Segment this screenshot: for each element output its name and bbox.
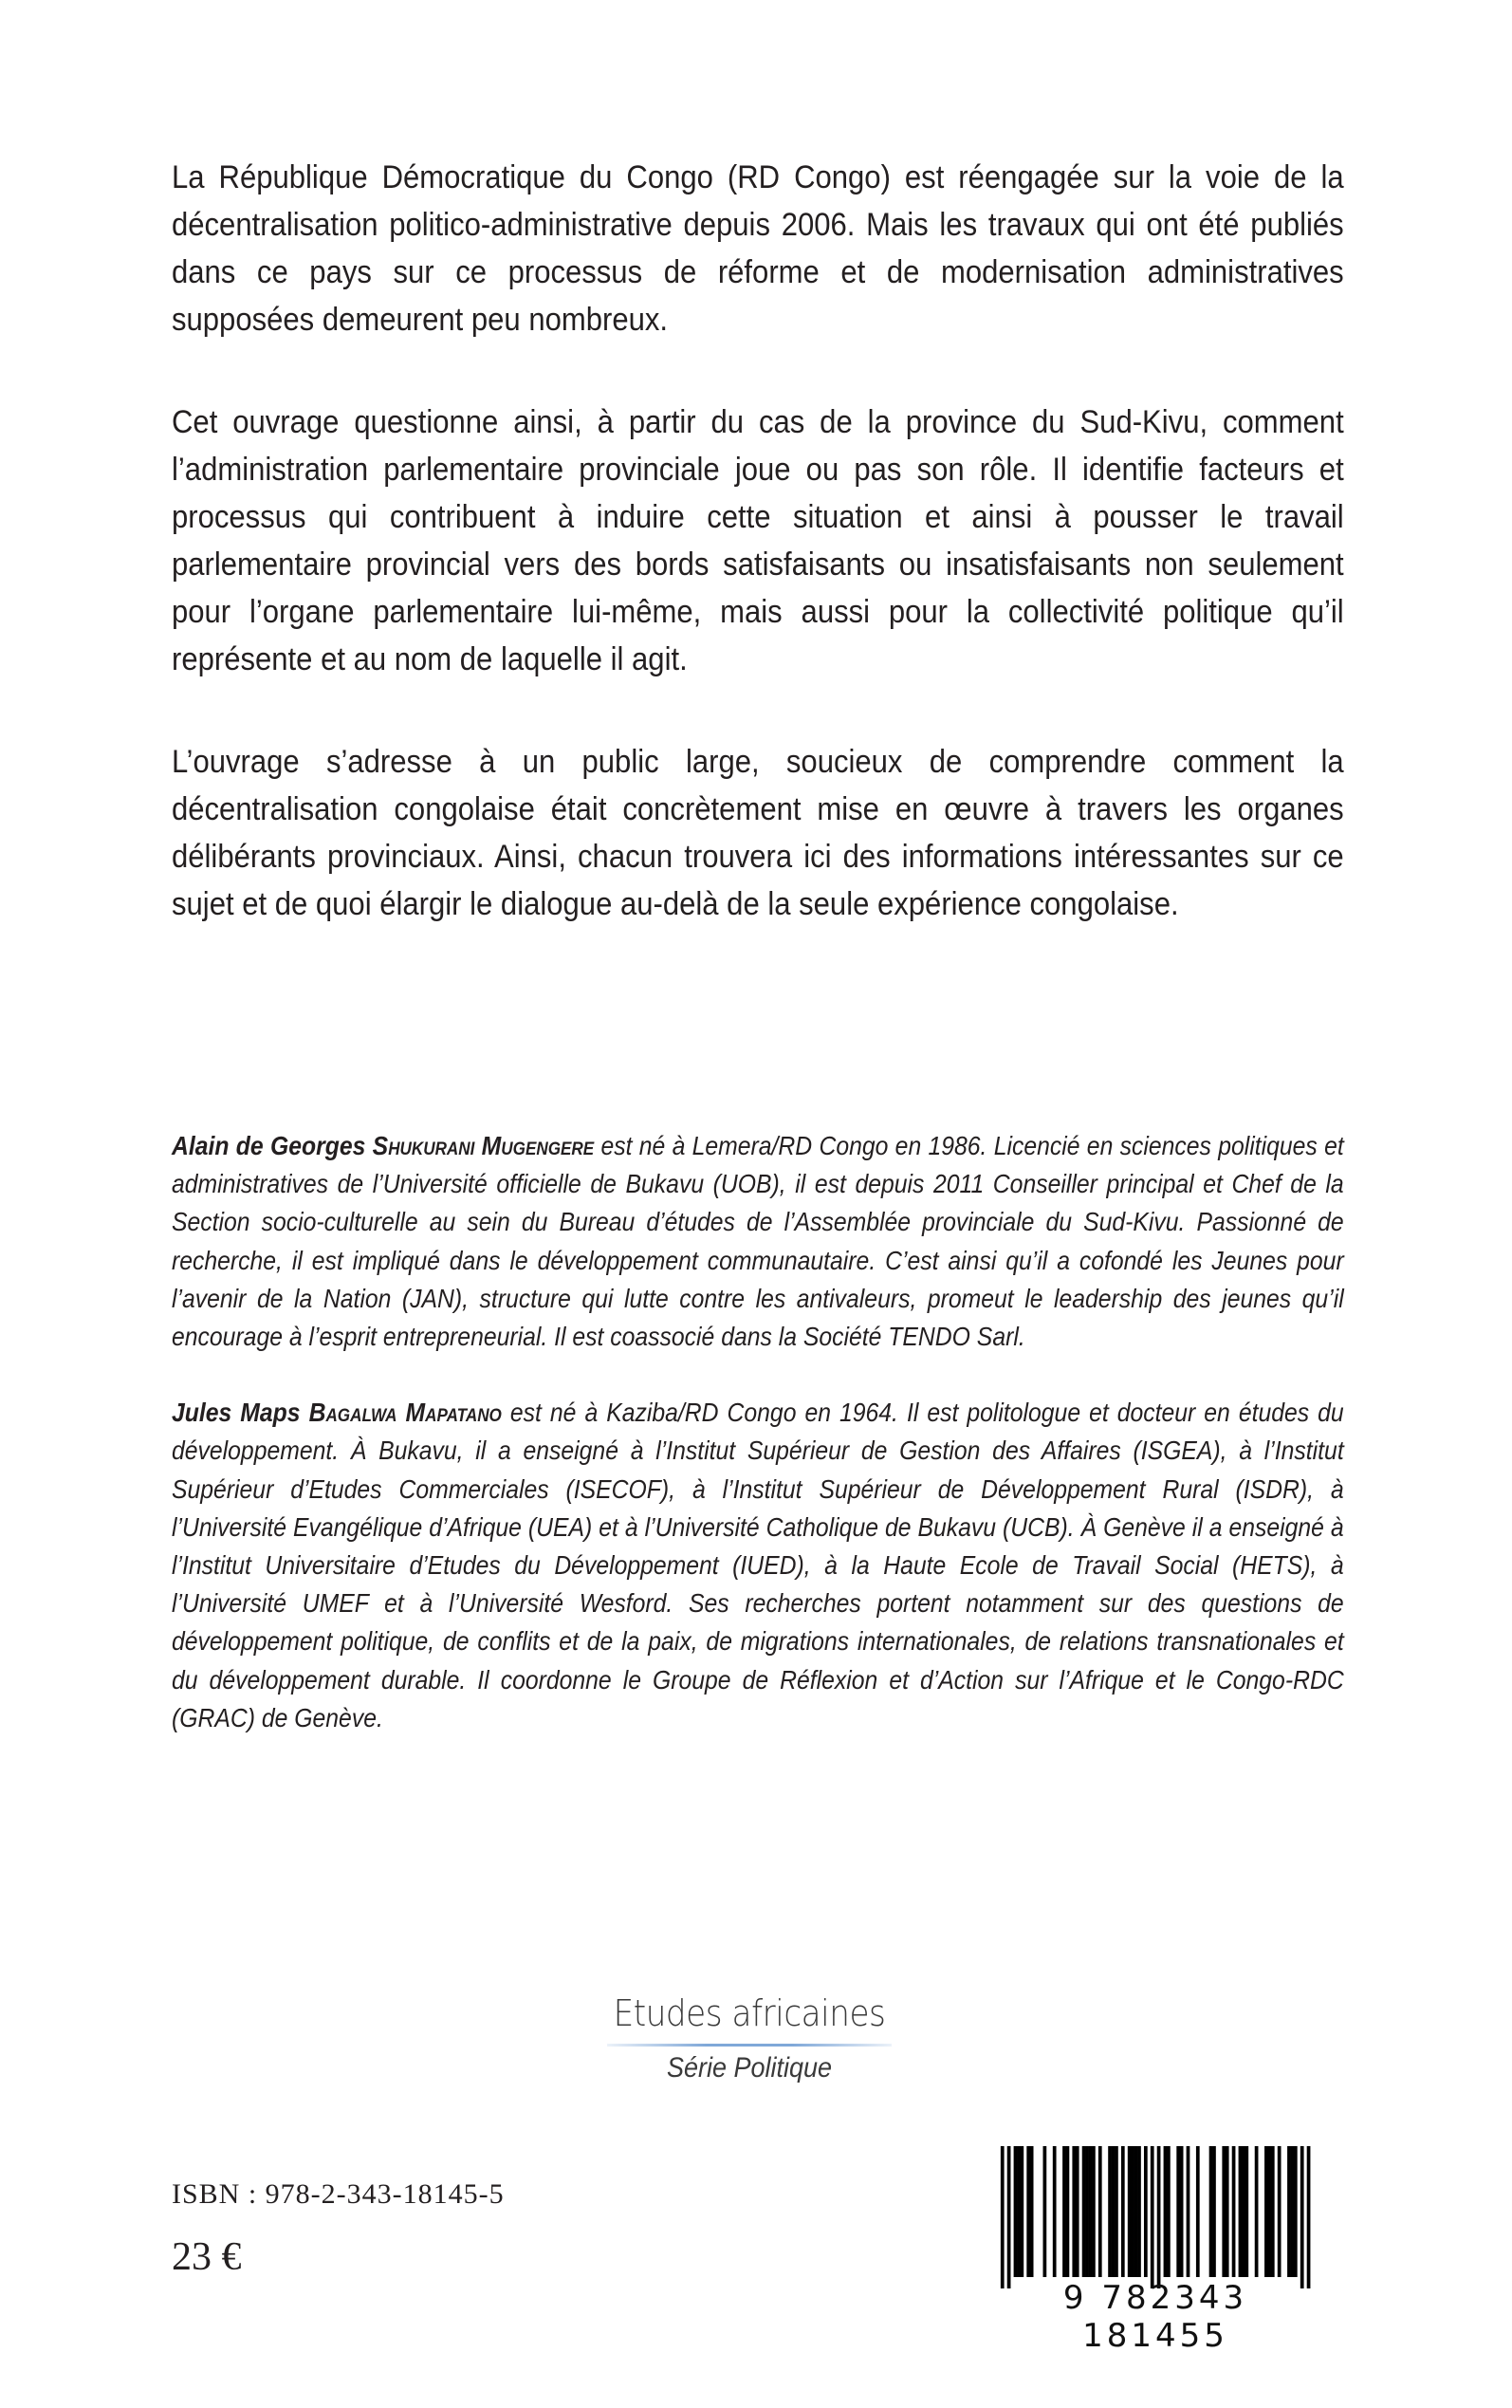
author-bios [172, 1127, 1344, 1775]
barcode-bar [1121, 2146, 1125, 2277]
summary-paragraph: Cet ouvrage questionne ainsi, à partir du cas de la province du Sud-Kivu, comment l’administration parlementaire provinciale joue ou pas son rôle. Il identifie facteurs et processus qui contribuent à induire cette situation et ainsi à pousser le travail parlementaire provincial vers des bords satisfaisants ou insatisfaisants non seulement pour l’organe parlementaire lui-même, mais aussi pour la collectivité politique qu’il représente et au nom de laquelle il agit. [172, 404, 1344, 677]
barcode-bar [1232, 2146, 1236, 2277]
barcode-bar [1151, 2146, 1154, 2288]
author-bio [172, 1127, 1344, 1356]
barcode-bar [1239, 2146, 1243, 2277]
barcode-bar [1226, 2146, 1229, 2277]
barcode [994, 2146, 1317, 2355]
barcode-bar [1062, 2146, 1066, 2277]
barcode-bar [1017, 2146, 1021, 2277]
barcode-bar [1307, 2146, 1311, 2288]
summary-text [172, 154, 1344, 983]
series-divider [607, 2044, 892, 2047]
barcode-bar [1098, 2146, 1102, 2277]
barcode-bar [1167, 2146, 1171, 2277]
series-subtitle: Série Politique [666, 2052, 833, 2084]
barcode-bar [1072, 2146, 1076, 2277]
series-title: Etudes africaines [613, 1992, 886, 2034]
price: 23 € [172, 2235, 242, 2279]
barcode-bar [1030, 2146, 1034, 2277]
series-logo [569, 1992, 930, 2084]
author-first-name: Alain de Georges [172, 1131, 366, 1160]
barcode-bar [1209, 2146, 1213, 2277]
barcode-bar [1255, 2146, 1259, 2277]
author-surname: Bagalwa Mapatano [308, 1398, 502, 1428]
barcode-bar [1082, 2146, 1086, 2277]
barcode-bar [1128, 2146, 1132, 2277]
barcode-bar [1267, 2146, 1271, 2277]
barcode-bar [1026, 2146, 1030, 2277]
barcode-bar [1294, 2146, 1298, 2277]
barcode-bar [1264, 2146, 1268, 2277]
barcode-bar [1092, 2146, 1096, 2277]
barcode-digits: 9 782343 181455 [1062, 2279, 1248, 2355]
barcode-bar [1131, 2146, 1134, 2277]
barcode-bar [1164, 2146, 1168, 2277]
author-surname: Shukurani Mugengere [372, 1131, 595, 1160]
author-bio [172, 1394, 1344, 1737]
barcode-bar [1014, 2146, 1018, 2277]
summary-paragraph: L’ouvrage s’adresse à un public large, soucieux de comprendre comment la décentralisation congolaise était concrètement mise en œuvre à travers les organes délibérants provinciaux. Ainsi, chacun trouvera ici des informations intéressantes sur ce sujet et de quoi élargir le dialogue au-delà de la seule expérience congolaise. [172, 744, 1344, 922]
barcode-bar [1089, 2146, 1093, 2277]
barcode-bar [1242, 2146, 1245, 2277]
barcode-bar [1085, 2146, 1089, 2277]
barcode-bar [1112, 2146, 1116, 2277]
isbn: ISBN : 978-2-343-18145-5 [172, 2178, 505, 2210]
barcode-bar [1176, 2146, 1180, 2277]
barcode-bar [1076, 2146, 1079, 2277]
barcode-bar [1245, 2146, 1248, 2277]
barcode-bar [1222, 2146, 1226, 2277]
barcode-bar [1001, 2146, 1005, 2288]
barcode-bar [1187, 2146, 1190, 2277]
author-bio-text: est né à Lemera/RD Congo en 1986. Licencié en sciences politiques et administratives de l’Université officielle de Bukavu (UOB), il est depuis 2011 Conseiller principal et Chef de la Section socio-culturelle au sein du Bureau d’études de l’Assemblée provinciale du Sud-Kivu. Passionné de recherche, il est impliqué dans le développement communautaire. C’est ainsi qu’il a cofondé les Jeunes pour l’avenir de la Nation (JAN), structure qui lutte contre les antivaleurs, promeut le leadership des jeunes qu’il encourage à l’esprit entrepreneurial. Il est coassocié dans la Société TENDO Sarl. [172, 1131, 1344, 1352]
barcode-bar [1287, 2146, 1291, 2277]
barcode-bar [1278, 2146, 1282, 2277]
barcode-bar [1144, 2146, 1148, 2277]
barcode-bar [1180, 2146, 1184, 2277]
barcode-bar [1134, 2146, 1138, 2277]
barcode-bar [1053, 2146, 1057, 2277]
barcode-bar [1212, 2146, 1216, 2277]
barcode-bar [1043, 2146, 1047, 2277]
author-first-name: Jules Maps [172, 1398, 301, 1428]
barcode-bar [1196, 2146, 1200, 2277]
barcode-bars [994, 2146, 1317, 2288]
barcode-bar [1066, 2146, 1070, 2277]
barcode-bar [1300, 2146, 1304, 2288]
author-bio-text: est né à Kaziba/RD Congo en 1964. Il est politologue et docteur en études du développement. À Bukavu, il a enseigné à l’Institut Supérieur de Gestion des Affaires (ISGEA), à l’Institut Supérieur d’Etudes Commerciales (ISECOF), à l’Institut Supérieur de Développement Rural (ISDR), à l’Université Evangélique d’Afrique (UEA) et à l’Université Catholique de Bukavu (UCB). À Genève il a enseigné à l’Institut Universitaire d’Etudes du Développement (IUED), à la Haute Ecole de Travail Social (HETS), à l’Université UMEF et à l’Université Wesford. Ses recherches portent notamment sur des questions de développement politique, de conflits et de la paix, de migrations internationales, de relations transnationales et du développement durable. Il coordonne le Groupe de Réflexion et d’Action sur l’Afrique et le Congo-RDC (GRAC) de Genève. [172, 1398, 1344, 1732]
summary-paragraph: La République Démocratique du Congo (RD Congo) est réengagée sur la voie de la décentralisation politico-administrative depuis 2006. Mais les travaux qui ont été publiés dans ce pays sur ce processus de réforme et de modernisation administratives supposées demeurent peu nombreux. [172, 159, 1344, 338]
barcode-bar [1007, 2146, 1011, 2288]
barcode-bar [1137, 2146, 1141, 2277]
barcode-bar [1157, 2146, 1161, 2288]
barcode-bar [1115, 2146, 1118, 2277]
barcode-bar [1291, 2146, 1295, 2277]
barcode-bar [1271, 2146, 1275, 2277]
barcode-bar [1108, 2146, 1112, 2277]
barcode-bar [1020, 2146, 1023, 2277]
